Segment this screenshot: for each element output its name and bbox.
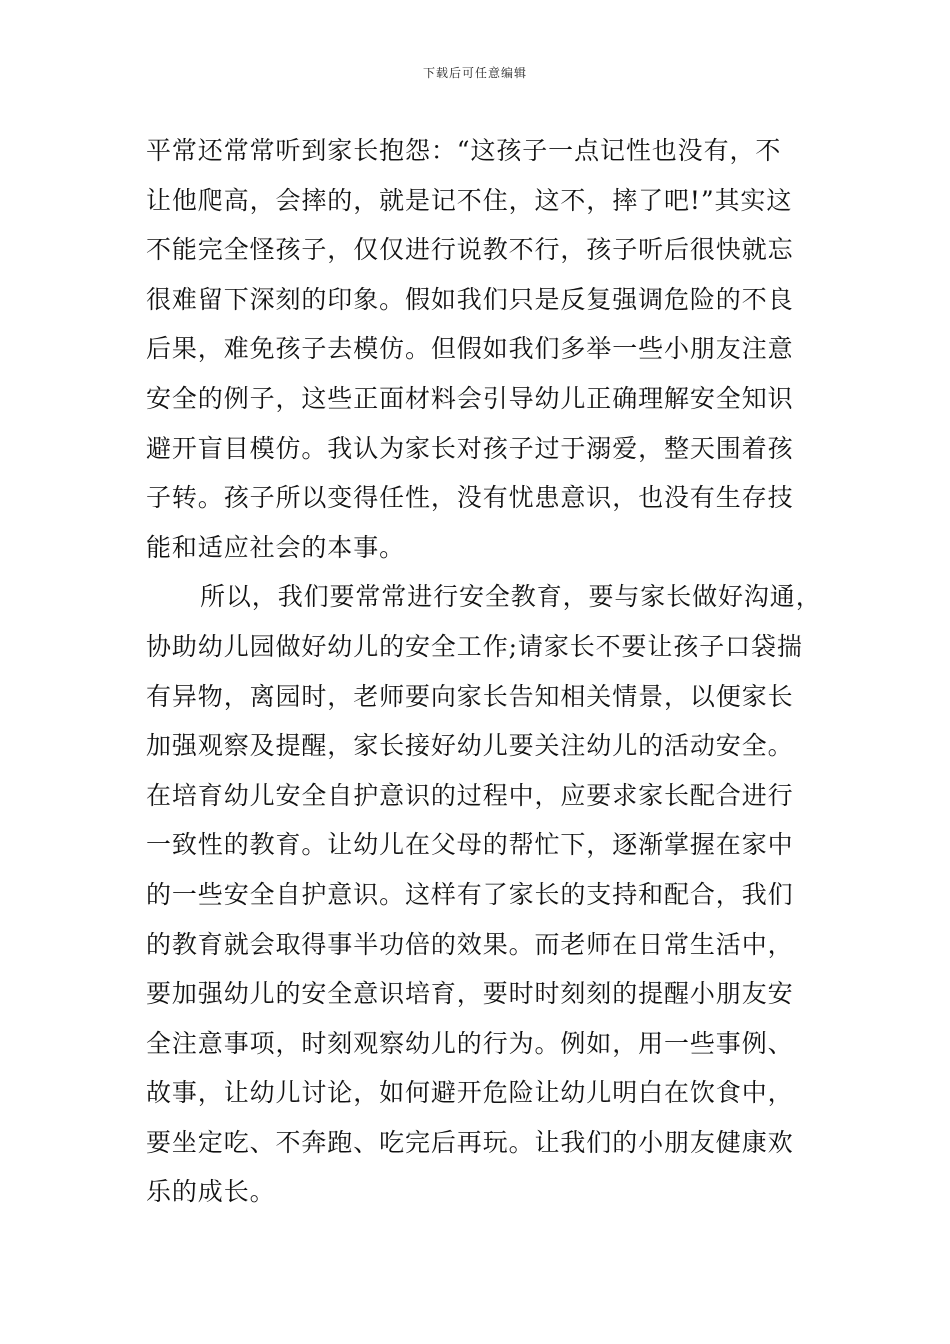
text-line-14: 在培育幼儿安全自护意识的过程中，应要求家长配合进行 xyxy=(146,780,794,810)
text-line-11: 协助幼儿园做好幼儿的安全工作;请家长不要让孩子口袋揣 xyxy=(146,631,803,661)
text-line-4: 很难留下深刻的印象。假如我们只是反复强调危险的不良 xyxy=(146,284,794,314)
text-line-2: 让他爬高，会摔的，就是记不住，这不，摔了吧!”其实这 xyxy=(146,185,793,215)
text-line-15: 一致性的教育。让幼儿在父母的帮忙下，逐渐掌握在家中 xyxy=(146,830,794,860)
text-line-10: 所以，我们要常常进行安全教育，要与家长做好沟通， xyxy=(200,582,822,612)
text-line-16: 的一些安全自护意识。这样有了家长的支持和配合，我们 xyxy=(146,879,794,909)
text-line-21: 要坐定吃、不奔跑、吃完后再玩。让我们的小朋友健康欢 xyxy=(146,1127,794,1157)
text-line-9: 能和适应社会的本事。 xyxy=(146,532,406,562)
page-header: 下载后可任意编辑 xyxy=(422,66,527,80)
text-line-3: 不能完全怪孩子，仅仅进行说教不行，孩子听后很快就忘 xyxy=(146,235,794,265)
text-line-18: 要加强幼儿的安全意识培育，要时时刻刻的提醒小朋友安 xyxy=(146,979,794,1009)
document-body xyxy=(146,126,846,1217)
text-line-6: 安全的例子，这些正面材料会引导幼儿正确理解安全知识 xyxy=(146,383,794,413)
text-line-19: 全注意事项，时刻观察幼儿的行为。例如，用一些事例、 xyxy=(146,1028,794,1058)
text-line-5: 后果，难免孩子去模仿。但假如我们多举一些小朋友注意 xyxy=(146,334,794,364)
text-line-13: 加强观察及提醒，家长接好幼儿要关注幼儿的活动安全。 xyxy=(146,731,794,761)
text-line-17: 的教育就会取得事半功倍的效果。而老师在日常生活中， xyxy=(146,929,794,959)
text-line-12: 有异物，离园时，老师要向家长告知相关情景，以便家长 xyxy=(146,681,794,711)
text-line-1: 平常还常常听到家长抱怨：“这孩子一点记性也没有，不 xyxy=(146,136,782,165)
text-line-20: 故事，让幼儿讨论，如何避开危险让幼儿明白在饮食中， xyxy=(146,1078,794,1108)
text-line-22: 乐的成长。 xyxy=(146,1177,276,1207)
text-line-7: 避开盲目模仿。我认为家长对孩子过于溺爱，整天围着孩 xyxy=(146,433,794,463)
text-line-8: 子转。孩子所以变得任性，没有忧患意识，也没有生存技 xyxy=(146,483,794,513)
